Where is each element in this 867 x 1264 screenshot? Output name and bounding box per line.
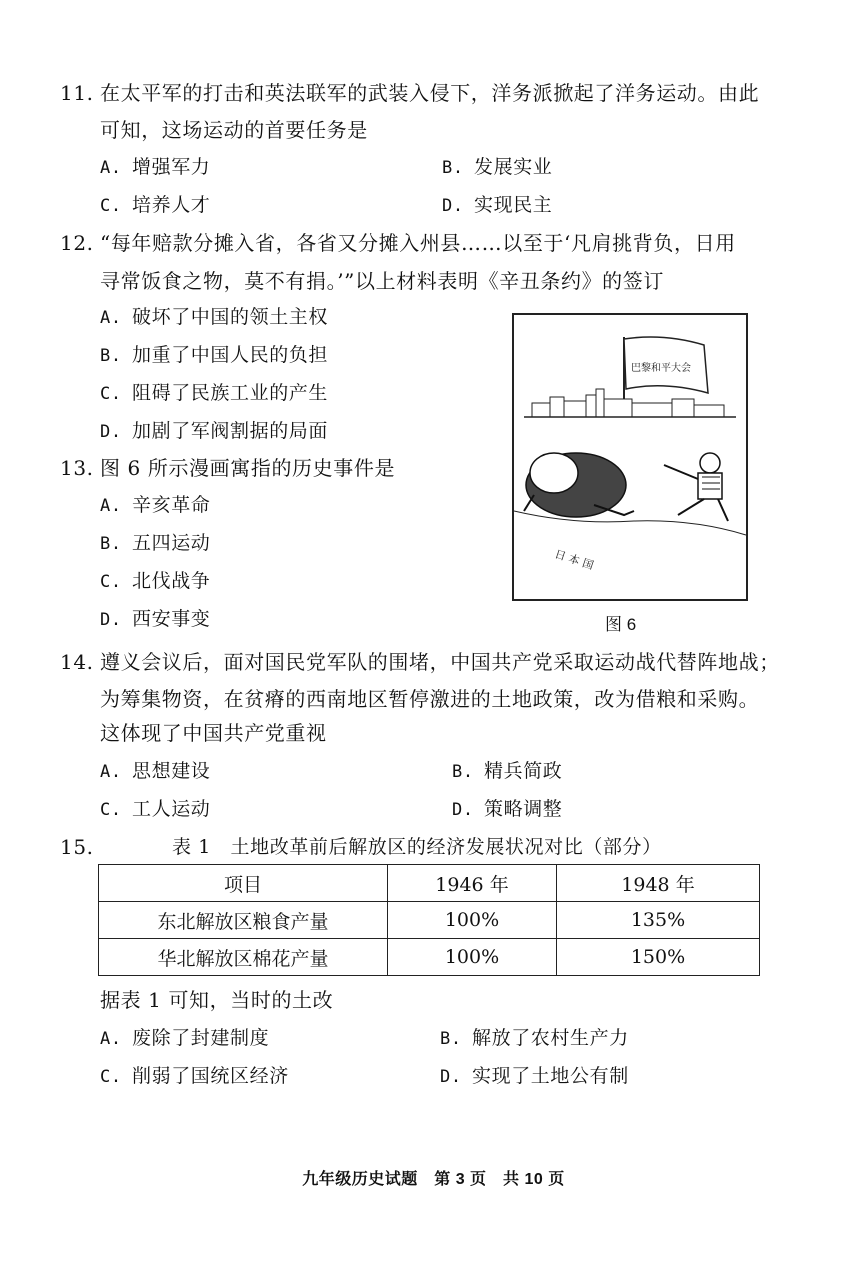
q12-stem-part1: “每年赔款分摊入省，各省又分摊入州县……以至于‘凡肩挑背负，日用 bbox=[100, 231, 736, 255]
page-footer: 九年级历史试题 第 3 页 共 10 页 bbox=[302, 1171, 565, 1188]
ground-text: 日 本 国 bbox=[553, 547, 596, 573]
q11-line1 bbox=[60, 80, 759, 106]
q15-number: 15. bbox=[60, 835, 94, 859]
q13-option-b[interactable]: B. 五四运动 bbox=[100, 532, 211, 554]
q14-option-b[interactable]: B. 精兵简政 bbox=[452, 760, 563, 782]
q12-option-a[interactable]: A. 破坏了中国的领土主权 bbox=[100, 306, 329, 328]
q14-stem-part1: 遵义会议后，面对国民党军队的围堵，中国共产党采取运动战代替阵地战； bbox=[100, 650, 780, 674]
q11-option-c[interactable]: C. 培养人才 bbox=[100, 194, 211, 216]
table-cell: 100% bbox=[388, 902, 557, 939]
cartoon-illustration bbox=[514, 315, 746, 599]
table-header-cell: 1946 年 bbox=[388, 865, 557, 902]
table-header-cell: 项目 bbox=[99, 865, 388, 902]
table-row bbox=[99, 902, 760, 939]
table-cell: 100% bbox=[388, 939, 557, 976]
q13-stem: 图 6 所示漫画寓指的历史事件是 bbox=[100, 456, 396, 480]
q12-option-c[interactable]: C. 阻碍了民族工业的产生 bbox=[100, 382, 329, 404]
q13-option-d[interactable]: D. 西安事变 bbox=[100, 608, 211, 630]
q15-option-b[interactable]: B. 解放了农村生产力 bbox=[440, 1027, 629, 1049]
table-row bbox=[99, 939, 760, 976]
q15-option-d[interactable]: D. 实现了土地公有制 bbox=[440, 1065, 629, 1087]
q14-line1 bbox=[60, 649, 780, 675]
beast-figure bbox=[524, 453, 634, 517]
city-skyline bbox=[532, 389, 724, 417]
table-cell: 东北解放区粮食产量 bbox=[99, 902, 388, 939]
q15-stem: 据表 1 可知，当时的土改 bbox=[100, 988, 334, 1012]
table-1 bbox=[98, 864, 760, 976]
q11-line2: 可知，这场运动的首要任务是 bbox=[100, 118, 368, 142]
q15-option-a[interactable]: A. 废除了封建制度 bbox=[100, 1027, 270, 1049]
q14-option-a[interactable]: A. 思想建设 bbox=[100, 760, 211, 782]
q14-line2: 为筹集物资，在贫瘠的西南地区暂停激进的土地政策，改为借粮和采购。 bbox=[100, 687, 760, 711]
table-cell: 150% bbox=[557, 939, 760, 976]
running-figure bbox=[664, 453, 728, 521]
figure-6-cartoon bbox=[512, 313, 748, 601]
table-cell: 华北解放区棉花产量 bbox=[99, 939, 388, 976]
q15-option-c[interactable]: C. 削弱了国统区经济 bbox=[100, 1065, 289, 1087]
q11-option-a[interactable]: A. 增强军力 bbox=[100, 156, 211, 178]
table-1-title: 表 1 土地改革前后解放区的经济发展状况对比（部分） bbox=[172, 836, 662, 858]
q13-option-a[interactable]: A. 辛亥革命 bbox=[100, 494, 211, 516]
q14-option-d[interactable]: D. 策略调整 bbox=[452, 798, 563, 820]
q11-stem-part1: 在太平军的打击和英法联军的武装入侵下，洋务派掀起了洋务运动。由此 bbox=[100, 81, 760, 105]
q12-number: 12. bbox=[60, 231, 94, 255]
q12-option-d[interactable]: D. 加剧了军阀割据的局面 bbox=[100, 420, 329, 442]
table-header-row bbox=[99, 865, 760, 902]
flag-text: 巴黎和平大会 bbox=[631, 363, 691, 374]
table-header-cell: 1948 年 bbox=[557, 865, 760, 902]
table-cell: 135% bbox=[557, 902, 760, 939]
figure-6-caption: 图 6 bbox=[605, 615, 637, 634]
q12-line1 bbox=[60, 230, 736, 256]
q12-option-b[interactable]: B. 加重了中国人民的负担 bbox=[100, 344, 329, 366]
q12-line2: 寻常饭食之物，莫不有捐。’”以上材料表明《辛丑条约》的签订 bbox=[100, 269, 664, 293]
q11-option-b[interactable]: B. 发展实业 bbox=[442, 156, 553, 178]
q14-number: 14. bbox=[60, 650, 94, 674]
q14-line3: 这体现了中国共产党重视 bbox=[100, 721, 327, 745]
q11-number: 11. bbox=[60, 81, 94, 105]
q14-option-c[interactable]: C. 工人运动 bbox=[100, 798, 211, 820]
map-border-line bbox=[514, 511, 746, 535]
q13-line1 bbox=[60, 455, 395, 481]
q13-number: 13. bbox=[60, 456, 94, 480]
q13-option-c[interactable]: C. 北伐战争 bbox=[100, 570, 211, 592]
q11-option-d[interactable]: D. 实现民主 bbox=[442, 194, 553, 216]
